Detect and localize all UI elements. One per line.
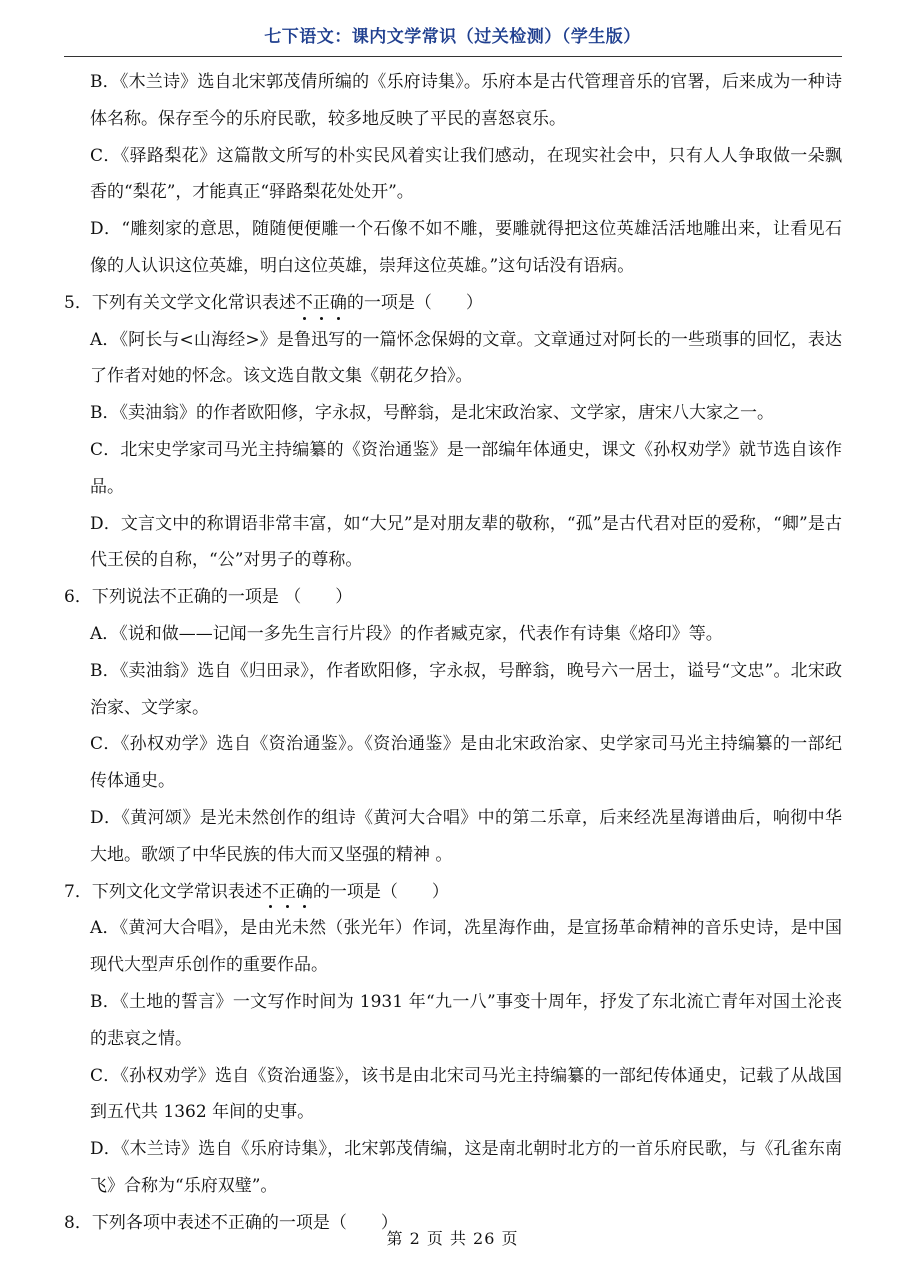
- question-5-stem: [64, 285, 842, 322]
- question-5-option-b: B．《卖油翁》的作者欧阳修，字永叔，号醉翁，是北宋政治家、文学家，唐宋八大家之一。: [90, 403, 774, 424]
- emphasis-char: 确: [296, 874, 313, 911]
- prev-question-option-d: D．“雕刻家的意思，随随便便雕一个石像不如不雕，要雕就得把这位英雄活活地雕出来，让看见石像的人认识这位英雄，明白这位英雄，崇拜这位英雄。”这句话没有语病。: [90, 219, 842, 276]
- question-6-option-d: D．《黄河颂》是光未然创作的组诗《黄河大合唱》中的第二乐章，后来经冼星海谱曲后，响彻中华大地。歌颂了中华民族的伟大而又坚强的精神 。: [90, 807, 842, 865]
- question-7-stem-text: 7．下列文化文学常识表述: [64, 881, 262, 902]
- question-5-option-c: C．北宋史学家司马光主持编纂的《资治通鉴》是一部编年体通史，课文《孙权劝学》就节选自该作品。: [90, 439, 842, 497]
- page-content: [64, 64, 842, 1242]
- page-header-title: 七下语文：课内文学常识（过关检测）（学生版）: [264, 27, 641, 47]
- question-5-stem-tail: 的一项是（ ）: [346, 292, 483, 313]
- page-number: 第 2 页 共 26 页: [386, 1229, 519, 1248]
- question-6-stem: 6．下列说法不正确的一项是 （ ）: [64, 587, 353, 608]
- emphasis-char: 不: [262, 874, 279, 911]
- prev-question-option-b: B．《木兰诗》选自北宋郭茂倩所编的《乐府诗集》。乐府本是古代管理音乐的官署，后来成为一种诗体名称。保存至今的乐府民歌，较多地反映了平民的喜怒哀乐。: [90, 72, 842, 129]
- question-7-stem: [64, 874, 842, 911]
- question-7-stem-tail: 的一项是（ ）: [312, 881, 449, 902]
- question-7-option-d: D．《木兰诗》选自《乐府诗集》，北宋郭茂倩编，这是南北朝时北方的一首乐府民歌，与《孔雀东南飞》合称为“乐府双璧”。: [90, 1139, 842, 1196]
- question-5-option-a: A．《阿长与<山海经>》是鲁迅写的一篇怀念保姆的文章。文章通过对阿长的一些琐事的回忆，表达了作者对她的怀念。该文选自散文集《朝花夕拾》。: [90, 329, 842, 387]
- question-8-stem: 8．下列各项中表述不正确的一项是（ ）: [64, 1212, 398, 1233]
- question-5-stem-text: 5．下列有关文学文化常识表述: [64, 292, 296, 313]
- header-divider: [64, 56, 842, 57]
- emphasis-char: 正: [313, 285, 330, 322]
- question-5-option-d: D．文言文中的称谓语非常丰富，如“大兄”是对朋友辈的敬称，“孤”是古代君对臣的爱称，“卿”是古代王侯的自称，“公”对男子的尊称。: [90, 513, 842, 571]
- prev-question-option-c: C．《驿路梨花》这篇散文所写的朴实民风着实让我们感动，在现实社会中，只有人人争取做一朵飘香的“梨花”，才能真正“驿路梨花处处开”。: [90, 145, 842, 203]
- question-6-option-a: A．《说和做——记闻一多先生言行片段》的作者臧克家，代表作有诗集《烙印》等。: [90, 623, 723, 644]
- emphasis-char: 不: [296, 285, 313, 322]
- emphasis-char: 正: [279, 874, 296, 911]
- question-7-option-c: C．《孙权劝学》选自《资治通鉴》，该书是由北宋司马光主持编纂的一部纪传体通史，记载了从战国到五代共 1362 年间的史事。: [90, 1065, 842, 1123]
- emphasis-char: 确: [330, 285, 347, 322]
- question-6-option-c: C．《孙权劝学》选自《资治通鉴》。《资治通鉴》是由北宋政治家、史学家司马光主持编纂的一部纪传体通史。: [90, 734, 842, 792]
- question-7-option-b: B．《土地的誓言》一文写作时间为 1931 年“九一八”事变十周年，抒发了东北流亡青年对国土沦丧的悲哀之情。: [90, 991, 842, 1049]
- question-7-option-a: A．《黄河大合唱》，是由光未然（张光年）作词，冼星海作曲，是宣扬革命精神的音乐史诗，是中国现代大型声乐创作的重要作品。: [90, 918, 842, 976]
- question-6-option-b: B．《卖油翁》选自《归田录》，作者欧阳修，字永叔，号醉翁，晚号六一居士，谥号“文忠”。北宋政治家、文学家。: [90, 660, 842, 718]
